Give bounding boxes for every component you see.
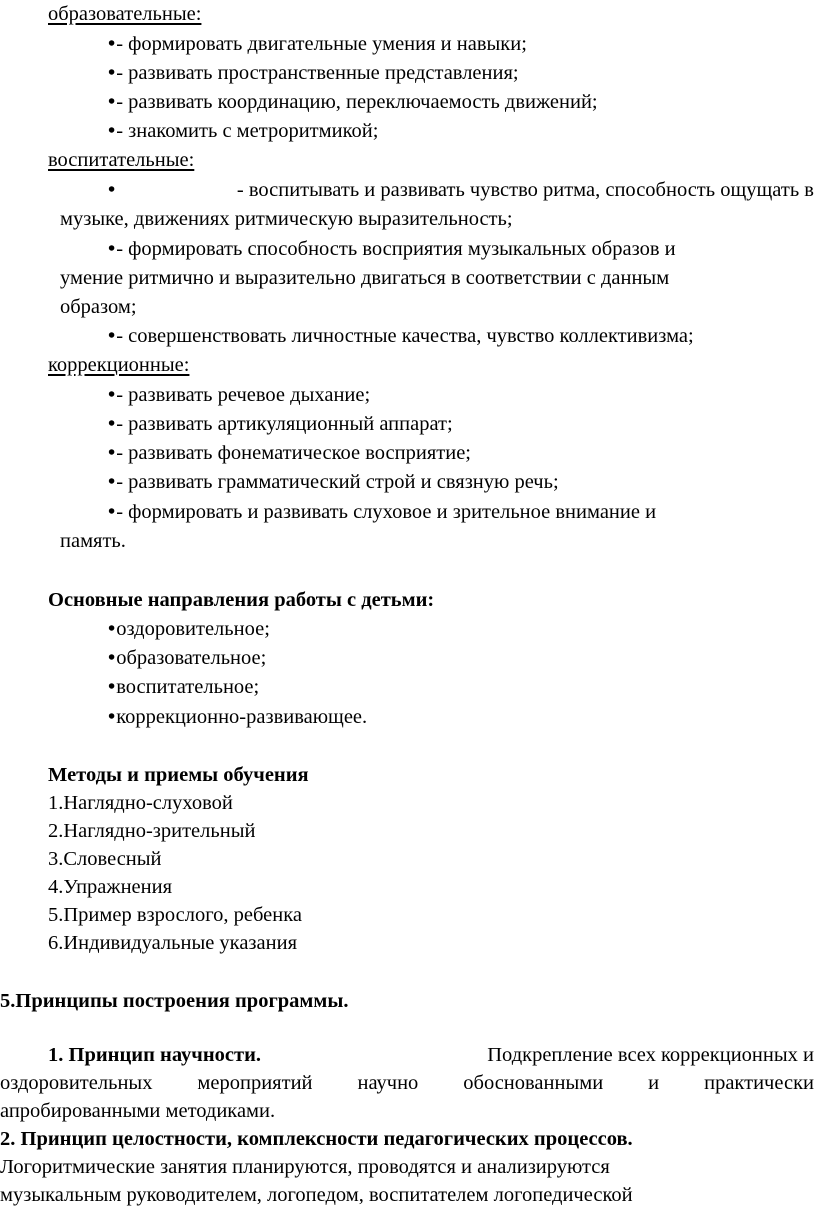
list-item: • - формировать двигательные умения и навыки; bbox=[108, 30, 527, 58]
direction-item: • оздоровительное; bbox=[108, 615, 270, 643]
list-item: • - развивать артикуляционный аппарат; bbox=[108, 410, 453, 438]
method-item: 1.Наглядно-слуховой bbox=[48, 792, 233, 814]
principle-2-title: 2. Принцип целостности, комплексности педагогических процессов. bbox=[0, 1128, 633, 1150]
principle-2-text: Логоритмические занятия планируются, проводятся и анализируются bbox=[0, 1156, 610, 1178]
method-item: 2.Наглядно-зрительный bbox=[48, 820, 256, 842]
methods-heading: Методы и приемы обучения bbox=[48, 764, 309, 786]
method-item: 3.Словесный bbox=[48, 848, 162, 870]
list-item: • - воспитывать и развивать чувство ритма, способность ощущать в bbox=[108, 176, 814, 204]
principle-1-text: Подкрепление всех коррекционных и bbox=[487, 1044, 814, 1066]
list-item-continuation: образом; bbox=[60, 296, 137, 318]
method-item: 5.Пример взрослого, ребенка bbox=[48, 904, 302, 926]
list-item-continuation: память. bbox=[60, 530, 126, 552]
section-heading-educational: образовательные: bbox=[48, 3, 202, 25]
section-heading-correctional: коррекционные: bbox=[48, 354, 190, 376]
principle-2-text: музыкальным руководителем, логопедом, воспитателем логопедической bbox=[0, 1184, 633, 1206]
direction-item: • образовательное; bbox=[108, 644, 266, 672]
direction-item: • коррекционно-развивающее. bbox=[108, 703, 367, 731]
section-heading-upbringing: воспитательные: bbox=[48, 149, 195, 171]
list-item: • - формировать и развивать слуховое и зрительное внимание и bbox=[108, 498, 656, 526]
list-item: • - развивать фонематическое восприятие; bbox=[108, 439, 471, 467]
list-item: • - развивать речевое дыхание; bbox=[108, 381, 370, 409]
list-item: • - формировать способность восприятия музыкальных образов и bbox=[108, 235, 814, 263]
direction-item: • воспитательное; bbox=[108, 673, 259, 701]
principle-1-title: 1. Принцип научности. bbox=[48, 1044, 262, 1066]
list-item: • - развивать пространственные представления; bbox=[108, 59, 519, 87]
list-item-continuation: умение ритмично и выразительно двигаться в соответствии с данным bbox=[60, 267, 670, 289]
list-item: • - развивать грамматический строй и связную речь; bbox=[108, 468, 559, 496]
list-item: • - знакомить с метроритмикой; bbox=[108, 117, 378, 145]
method-item: 4.Упражнения bbox=[48, 876, 173, 898]
principle-1-text: апробированными методиками. bbox=[0, 1100, 276, 1122]
list-item: • - совершенствовать личностные качества, чувство коллективизма; bbox=[108, 322, 694, 350]
principles-heading: 5.Принципы построения программы. bbox=[0, 990, 349, 1012]
principle-1-text: оздоровительных мероприятий научно обоснованными и практически bbox=[0, 1072, 814, 1094]
method-item: 6.Индивидуальные указания bbox=[48, 932, 298, 954]
directions-heading: Основные направления работы с детьми: bbox=[48, 589, 435, 611]
list-item: • - развивать координацию, переключаемость движений; bbox=[108, 88, 598, 116]
list-item-continuation: музыке, движениях ритмическую выразительность; bbox=[60, 208, 513, 230]
principle-1-line bbox=[48, 1041, 814, 1069]
